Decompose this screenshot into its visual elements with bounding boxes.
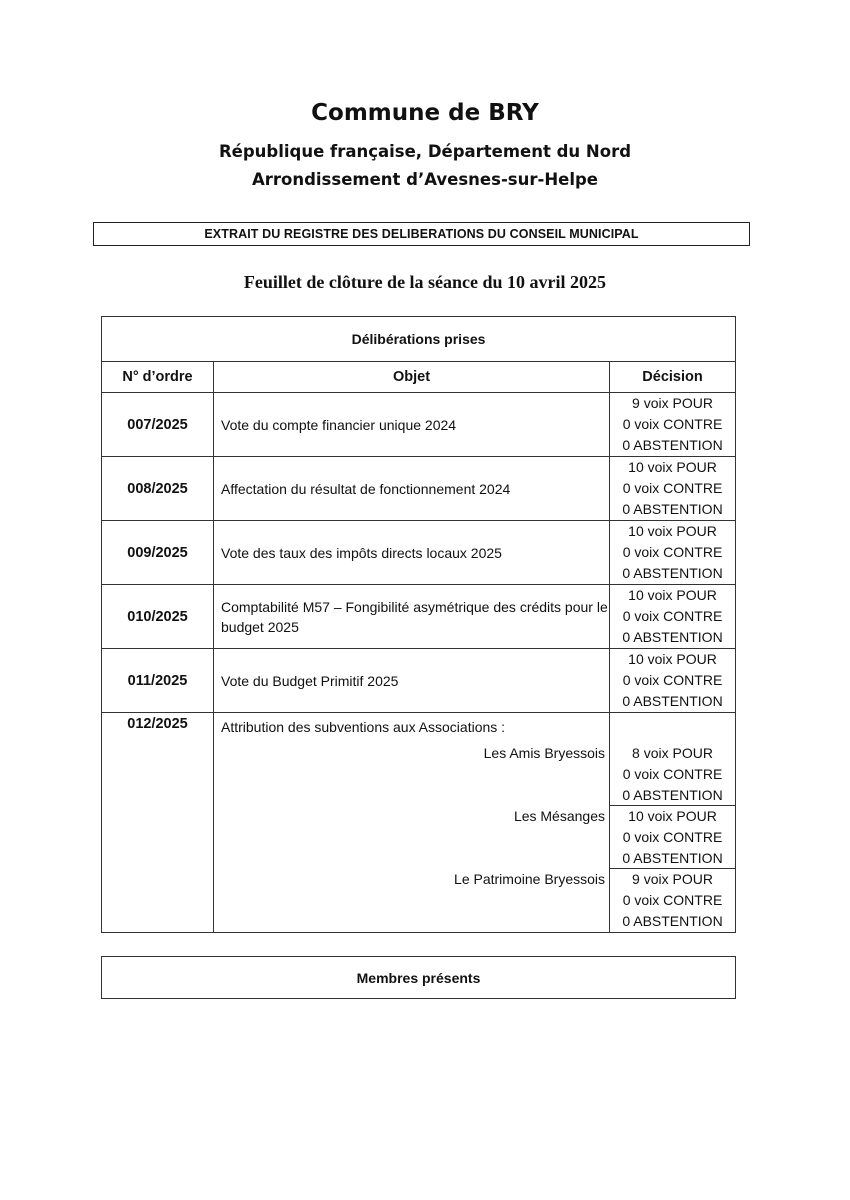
subsidies-object-cell bbox=[214, 713, 610, 933]
vote-abstention: 0 ABSTENTION bbox=[622, 850, 723, 866]
order-number: 009/2025 bbox=[102, 521, 214, 585]
vote-abstention: 0 ABSTENTION bbox=[622, 913, 723, 929]
decision-block bbox=[610, 806, 735, 869]
vote-abstention: 0 ABSTENTION bbox=[622, 787, 723, 803]
vote-for: 10 voix POUR bbox=[628, 808, 717, 824]
table-row bbox=[102, 585, 736, 649]
order-number: 008/2025 bbox=[102, 457, 214, 521]
vote-against: 0 voix CONTRE bbox=[622, 892, 723, 908]
vote-abstention: 0 ABSTENTION bbox=[622, 565, 723, 581]
extract-register-label: EXTRAIT DU REGISTRE DES DELIBERATIONS DU CONSEIL MUNICIPAL bbox=[204, 227, 639, 241]
object-text: Vote des taux des impôts directs locaux 2025 bbox=[214, 521, 610, 585]
vote-abstention: 0 ABSTENTION bbox=[622, 437, 723, 453]
vote-abstention: 0 ABSTENTION bbox=[622, 693, 723, 709]
table-caption: Délibérations prises bbox=[102, 317, 736, 362]
vote-abstention: 0 ABSTENTION bbox=[622, 629, 723, 645]
association-item bbox=[214, 869, 609, 932]
decision-cell bbox=[610, 457, 736, 521]
vote-for: 8 voix POUR bbox=[632, 745, 713, 761]
vote-against: 0 voix CONTRE bbox=[622, 766, 723, 782]
order-number: 007/2025 bbox=[102, 393, 214, 457]
object-text: Vote du Budget Primitif 2025 bbox=[214, 649, 610, 713]
vote-abstention: 0 ABSTENTION bbox=[622, 501, 723, 517]
deliberations-table bbox=[101, 316, 736, 933]
vote-for: 9 voix POUR bbox=[632, 871, 713, 887]
decision-block bbox=[610, 743, 735, 806]
decision-cell bbox=[610, 585, 736, 649]
subsidies-decision-cell bbox=[610, 713, 736, 933]
table-header-row bbox=[102, 362, 736, 393]
object-text: Affectation du résultat de fonctionnement 2024 bbox=[214, 457, 610, 521]
association-item bbox=[214, 743, 609, 806]
object-text: Comptabilité M57 – Fongibilité asymétrique des crédits pour le budget 2025 bbox=[214, 585, 610, 649]
members-present-box bbox=[101, 956, 736, 999]
vote-for: 10 voix POUR bbox=[628, 587, 717, 603]
order-number: 010/2025 bbox=[102, 585, 214, 649]
decision-cell bbox=[610, 521, 736, 585]
table-row bbox=[102, 457, 736, 521]
commune-title: Commune de BRY bbox=[311, 100, 539, 126]
association-name: Les Amis Bryessois bbox=[483, 745, 605, 761]
order-number: 011/2025 bbox=[102, 649, 214, 713]
arrondissement-line: Arrondissement d’Avesnes-sur-Helpe bbox=[251, 170, 599, 189]
vote-against: 0 voix CONTRE bbox=[622, 416, 723, 432]
decision-cell bbox=[610, 649, 736, 713]
subsidies-row bbox=[102, 713, 736, 933]
vote-against: 0 voix CONTRE bbox=[622, 672, 723, 688]
order-number: 012/2025 bbox=[102, 713, 214, 933]
vote-against: 0 voix CONTRE bbox=[622, 480, 723, 496]
republic-department-line: République française, Département du Nord bbox=[218, 142, 632, 161]
column-header-object: Objet bbox=[214, 362, 610, 393]
vote-for: 10 voix POUR bbox=[628, 459, 717, 475]
vote-for: 9 voix POUR bbox=[632, 395, 713, 411]
column-header-order: N° d’ordre bbox=[102, 362, 214, 393]
vote-against: 0 voix CONTRE bbox=[622, 608, 723, 624]
vote-against: 0 voix CONTRE bbox=[622, 829, 723, 845]
session-title: Feuillet de clôture de la séance du 10 avril 2025 bbox=[243, 272, 607, 292]
table-row bbox=[102, 649, 736, 713]
extract-register-banner bbox=[93, 222, 750, 246]
table-row bbox=[102, 393, 736, 457]
association-name: Le Patrimoine Bryessois bbox=[454, 871, 605, 887]
vote-for: 10 voix POUR bbox=[628, 651, 717, 667]
members-present-label: Membres présents bbox=[356, 969, 481, 986]
vote-for: 10 voix POUR bbox=[628, 523, 717, 539]
association-item bbox=[214, 806, 609, 869]
column-header-decision: Décision bbox=[610, 362, 736, 393]
object-text: Vote du compte financier unique 2024 bbox=[214, 393, 610, 457]
association-name: Les Mésanges bbox=[513, 808, 605, 824]
decision-cell bbox=[610, 393, 736, 457]
subsidies-heading: Attribution des subventions aux Associations : bbox=[221, 719, 506, 735]
vote-against: 0 voix CONTRE bbox=[622, 544, 723, 560]
table-row bbox=[102, 521, 736, 585]
decision-spacer bbox=[610, 713, 735, 743]
decision-block bbox=[610, 869, 735, 932]
